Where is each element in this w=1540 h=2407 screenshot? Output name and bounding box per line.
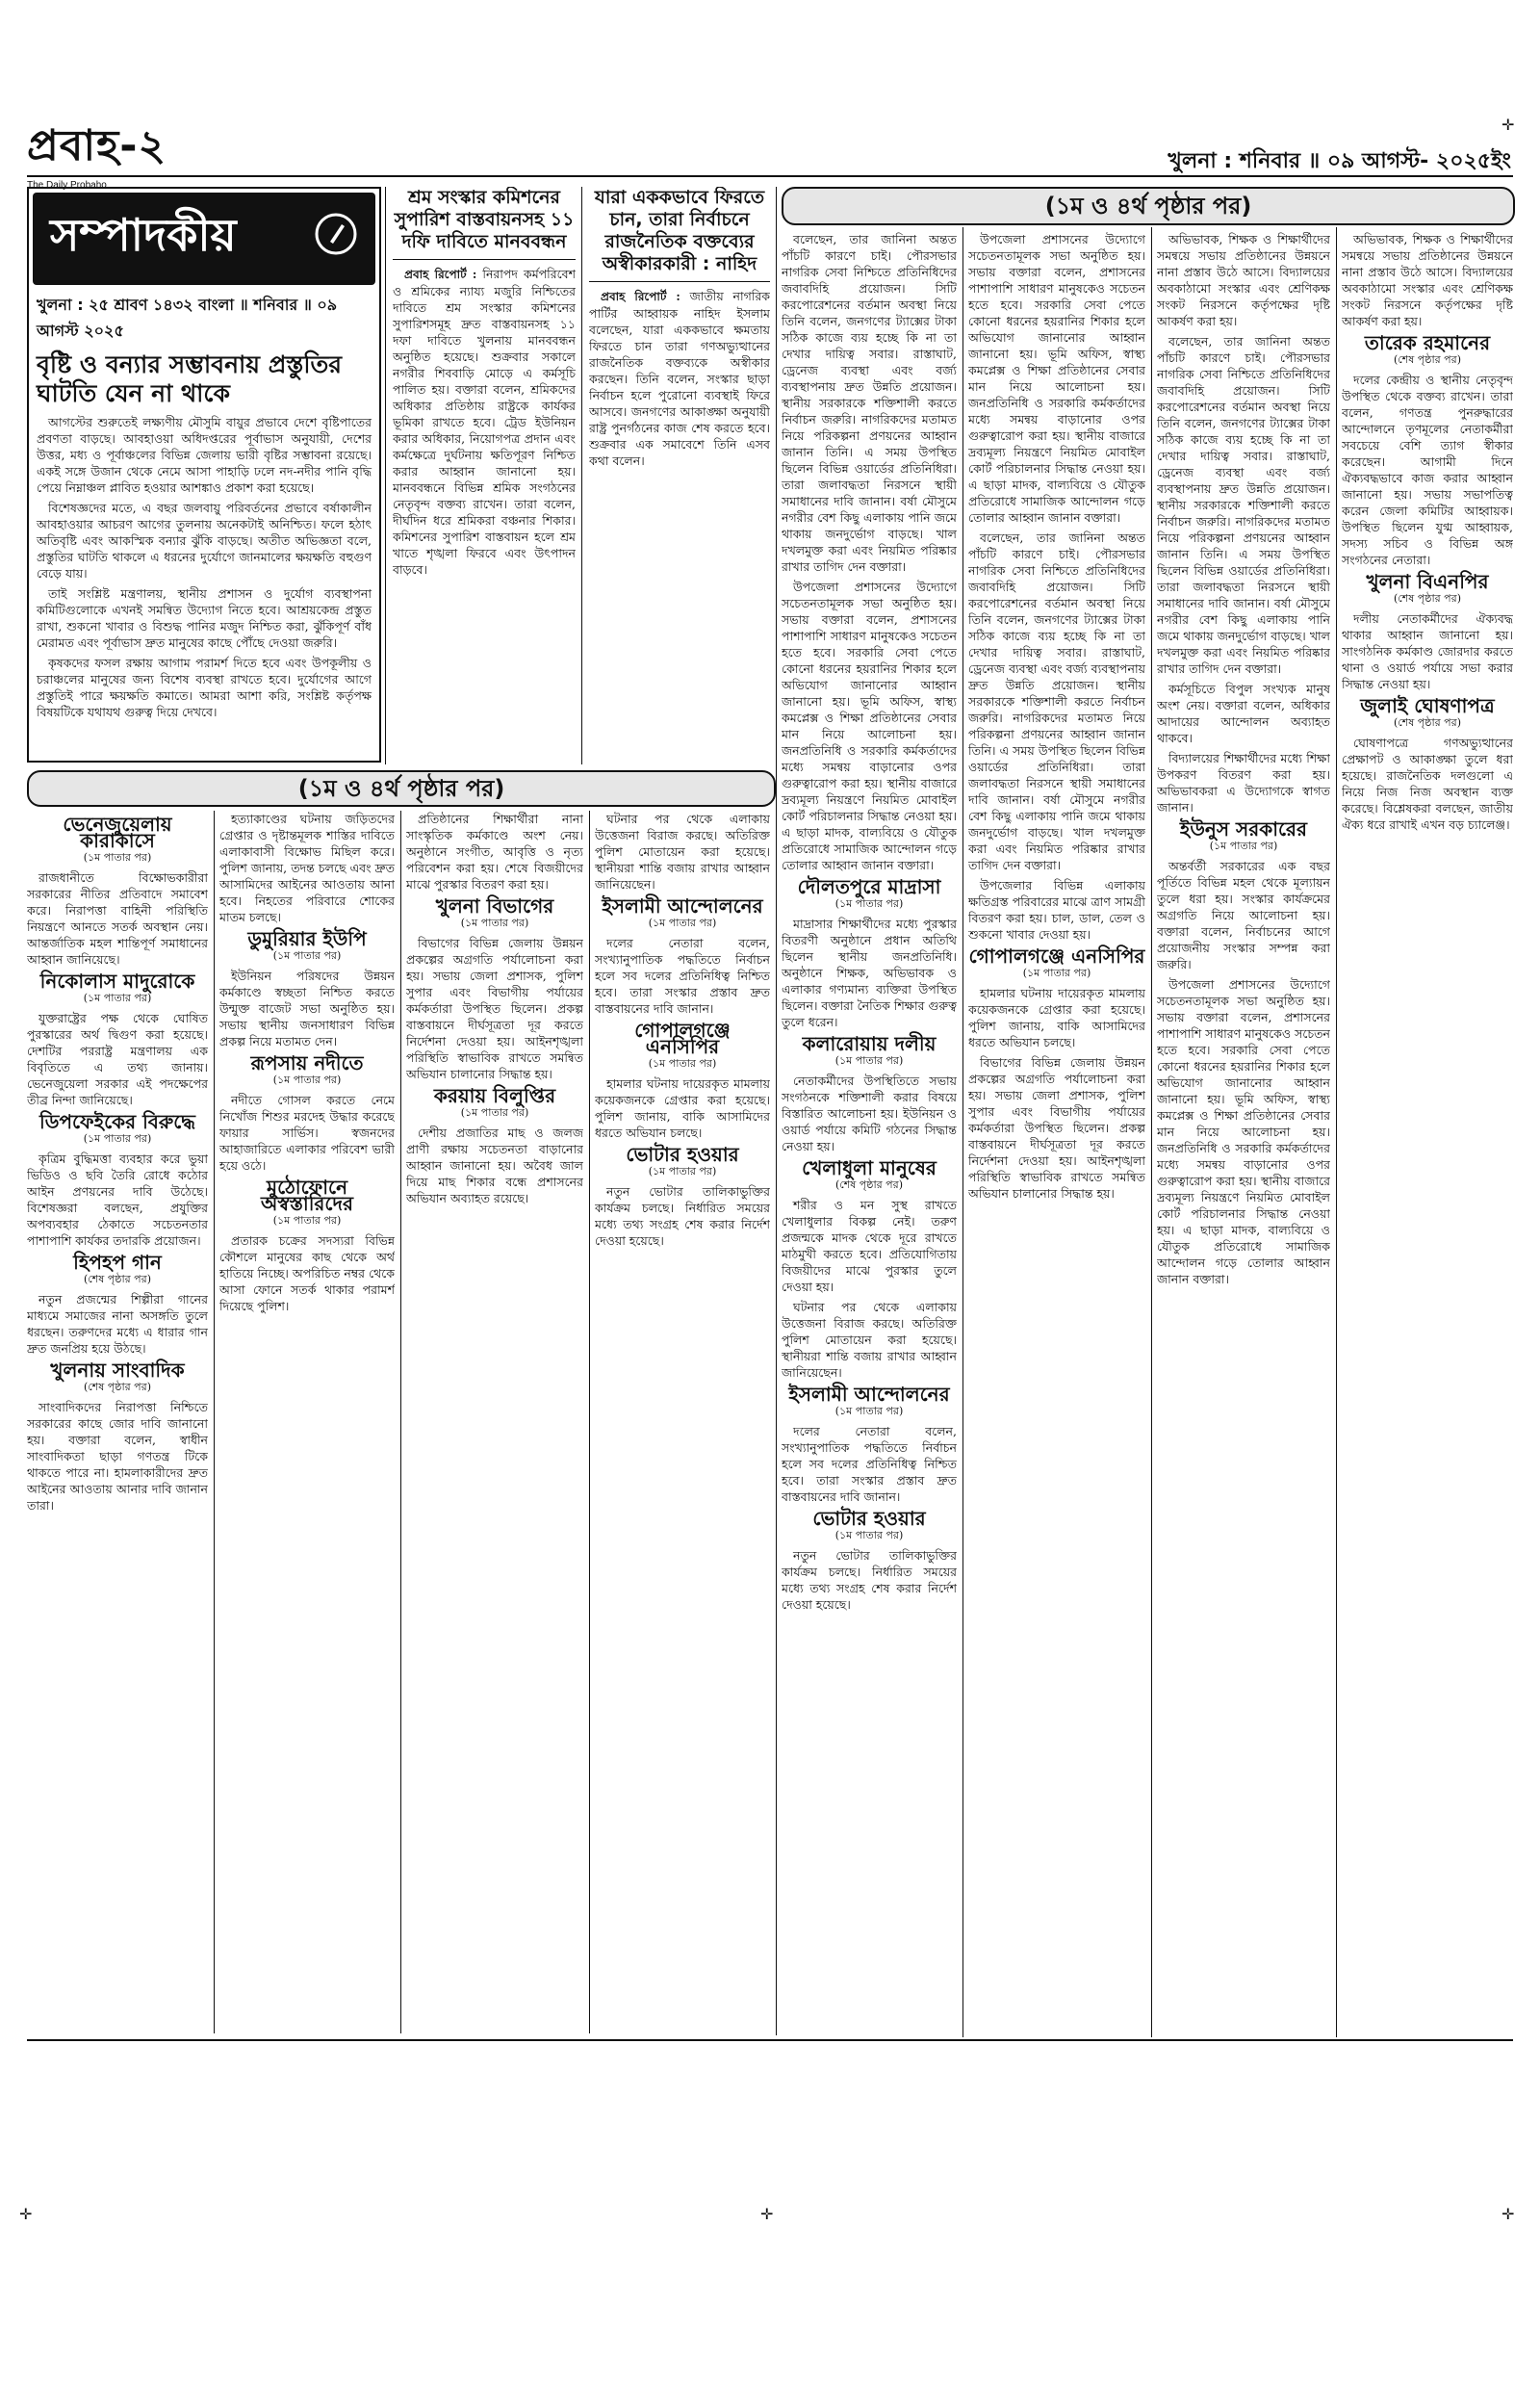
story-body: নিরাপদ কর্মপরিবেশ ও শ্রমিকের ন্যায্য মজুরি নিশ্চিতের দাবিতে শ্রম সংস্কার কমিশনের সুপারিশসমূহ দ্রুত বাস্তবায়নসহ ১১ দফা দাবিতে খুলনায় মানববন্ধন অনুষ্ঠিত হয়েছে। শুক্রবার সকালে নগরীর শিববাড়ি মোড়ে এ কর্মসূচি পালিত হয়। বক্তারা বলেন, শ্রমিকদের অধিকার প্রতিষ্ঠায় রাষ্ট্রকে কার্যকর ভূমিকা রাখতে হবে। ট্রেড ইউনিয়ন করার অধিকার, নিয়োগপত্র প্রদান এবং কর্মক্ষেত্রে দুর্ঘটনায় ক্ষতিপূরণ নিশ্চিত করার আহ্বান জানানো হয়। মানববন্ধনে বিভিন্ন শ্রমিক সংগঠনের নেতৃবৃন্দ বক্তব্য রাখেন। তারা বলেন, দীর্ঘদিন ধরে শ্রমিকরা বঞ্চনার শিকার। কমিশনের সুপারিশ বাস্তবায়ন হলে শ্রম খাতে শৃঙ্খলা ফিরবে এবং উৎপাদন বাড়বে। <box>393 267 576 577</box>
story-headline: খেলাধুলা মানুষের <box>802 1156 937 1179</box>
continued-col-4 <box>782 231 957 2032</box>
continued-col-2 <box>219 811 395 2033</box>
logo-tagline: The Daily Probaho <box>27 180 107 191</box>
column-divider <box>1151 227 1152 2037</box>
story-headline: খুলনায় সাংবাদিক <box>50 1359 185 1382</box>
story-body: উপজেলা প্রশাসনের উদ্যোগে সচেতনতামূলক সভা অনুষ্ঠিত হয়। সভায় বক্তারা বলেন, প্রশাসনের পাশাপাশি সাধারণ মানুষকেও সচেতন হতে হবে। সরকারি সেবা পেতে কোনো ধরনের হয়রানির শিকার হলে অভিযোগ জানানোর আহ্বান জানানো হয়। ভূমি অফিস, স্বাস্থ্য কমপ্লেক্স ও শিক্ষা প্রতিষ্ঠানের সেবার মান নিয়ে আলোচনা হয়। জনপ্রতিনিধি ও সরকারি কর্মকর্তাদের মধ্যে সমন্বয় বাড়ানোর ওপর গুরুত্বারোপ করা হয়। স্থানীয় বাজারে দ্রব্যমূল্য নিয়ন্ত্রণে নিয়মিত মোবাইল কোর্ট পরিচালনার সিদ্ধান্ত নেওয়া হয়। এ ছাড়া মাদক, বাল্যবিয়ে ও যৌতুক প্রতিরোধে সামাজিক আন্দোলন গড়ে তোলার আহ্বান জানান বক্তারা। <box>782 580 957 872</box>
continued-note: (১ম পাতার পর) <box>1022 967 1091 979</box>
story-body: অভিভাবক, শিক্ষক ও শিক্ষার্থীদের সমন্বয়ে সভায় প্রতিষ্ঠানের উন্নয়নে নানা প্রস্তাব উঠে আসে। বিদ্যালয়ের অবকাঠামো সংস্কার এবং শ্রেণিকক্ষ সংকট নিরসনে কর্তৃপক্ষের দৃষ্টি আকর্ষণ করা হয়। <box>1342 232 1513 328</box>
story-body: নতুন ভোটার তালিকাভুক্তির কার্যক্রম চলছে। নির্ধারিত সময়ের মধ্যে তথ্য সংগ্রহ শেষ করার নির্দেশ দেওয়া হয়েছে। <box>595 1184 770 1248</box>
continued-note: (১ম পাতার পর) <box>272 1074 342 1086</box>
continued-note: (১ম পাতার পর) <box>460 917 529 929</box>
continued-note: (শেষ পৃষ্ঠার পর) <box>1393 592 1461 605</box>
story-body: কর্মসূচিতে বিপুল সংখ্যক মানুষ অংশ নেয়। বক্তারা বলেন, অধিকার আদায়ের আন্দোলন অব্যাহত থাকবে। <box>1157 682 1330 745</box>
story-headline: ইসলামী আন্দোলনের <box>788 1383 950 1406</box>
editorial-paragraph: তাই সংশ্লিষ্ট মন্ত্রণালয়, স্থানীয় প্রশাসন ও দুর্যোগ ব্যবস্থাপনা কমিটিগুলোকে এখনই সমন্বিত উদ্যোগ নিতে হবে। আশ্রয়কেন্দ্র প্রস্তুত রাখা, শুকনো খাবার ও বিশুদ্ধ পানির মজুদ নিশ্চিত করা, ঝুঁকিপূর্ণ বাঁধ মেরামত এবং পূর্বাভাস দ্রুত মানুষের কাছে পৌঁছে দেওয়া জরুরি। <box>37 586 372 650</box>
story-body: প্রতারক চক্রের সদস্যরা বিভিন্ন কৌশলে মানুষের কাছ থেকে অর্থ হাতিয়ে নিচ্ছে। অপরিচিত নম্বর থেকে আসা ফোনে সতর্ক থাকার পরামর্শ দিয়েছে পুলিশ। <box>219 1233 395 1313</box>
logo: প্রবাহ-২ <box>27 121 167 170</box>
story-body: বলেছেন, তার জানিনা অন্তত পাঁচটি কারণে চাই। পৌরসভার নাগরিক সেবা নিশ্চিতে প্রতিনিধিদের জবাবদিহি প্রয়োজন। সিটি করপোরেশনের বর্তমান অবস্থা নিয়ে তিনি বলেন, জনগণের ট্যাক্সের টাকা সঠিক কাজে ব্যয় হচ্ছে কি না তা দেখার দায়িত্ব সবার। রাস্তাঘাট, ড্রেনেজ ব্যবস্থা এবং বর্জ্য ব্যবস্থাপনায় দ্রুত উন্নতি প্রয়োজন। স্থানীয় সরকারকে শক্তিশালী করতে নির্বাচন জরুরি। নাগরিকদের মতামত নিয়ে পরিকল্পনা প্রণয়নের আহ্বান জানান তিনি। এ সময় উপস্থিত ছিলেন বিভিন্ন ওয়ার্ডের প্রতিনিধিরা। তারা জলাবদ্ধতা নিরসনে স্থায়ী সমাধানের দাবি জানান। বর্ষা মৌসুমে নগরীর বেশ কিছু এলাকায় পানি জমে থাকায় জনদুর্ভোগ বাড়ছে। খাল দখলমুক্ত করা এবং নিয়মিত পরিষ্কার রাখার তাগিদ দেন বক্তারা। <box>782 232 957 574</box>
story-body: উপজেলার বিভিন্ন এলাকায় ক্ষতিগ্রস্ত পরিবারের মাঝে ত্রাণ সামগ্রী বিতরণ করা হয়। চাল, ডাল, তেল ও শুকনো খাবার দেওয়া হয়। <box>968 878 1145 942</box>
continued-note: (শেষ পৃষ্ঠার পর) <box>83 1381 151 1393</box>
editorial-heading-bar <box>33 193 375 285</box>
crop-mark-icon: ✛ <box>19 2205 33 2223</box>
editorial-title: বৃষ্টি ও বন্যার সম্ভাবনায় প্রস্তুতির ঘাটতি যেন না থাকে <box>37 350 342 407</box>
story-byline: প্রবাহ রিপোর্ট : <box>404 268 477 281</box>
continued-note: (শেষ পৃষ্ঠার পর) <box>834 1178 903 1191</box>
story-body: অন্তর্বর্তী সরকারের এক বছর পূর্তিতে বিভিন্ন মহল থেকে মূল্যায়ন তুলে ধরা হয়। সংস্কার কার্যক্রমের অগ্রগতি নিয়ে আলোচনা হয়। বক্তারা বলেন, নির্বাচনের আগে প্রয়োজনীয় সংস্কার সম্পন্ন করা জরুরি। <box>1157 859 1330 971</box>
story-body: উপজেলা প্রশাসনের উদ্যোগে সচেতনতামূলক সভা অনুষ্ঠিত হয়। সভায় বক্তারা বলেন, প্রশাসনের পাশাপাশি সাধারণ মানুষকেও সচেতন হতে হবে। সরকারি সেবা পেতে কোনো ধরনের হয়রানির শিকার হলে অভিযোগ জানানোর আহ্বান জানানো হয়। ভূমি অফিস, স্বাস্থ্য কমপ্লেক্স ও শিক্ষা প্রতিষ্ঠানের সেবার মান নিয়ে আলোচনা হয়। জনপ্রতিনিধি ও সরকারি কর্মকর্তাদের মধ্যে সমন্বয় বাড়ানোর ওপর গুরুত্বারোপ করা হয়। স্থানীয় বাজারে দ্রব্যমূল্য নিয়ন্ত্রণে নিয়মিত মোবাইল কোর্ট পরিচালনার সিদ্ধান্ত নেওয়া হয়। এ ছাড়া মাদক, বাল্যবিয়ে ও যৌতুক প্রতিরোধে সামাজিক আন্দোলন গড়ে তোলার আহ্বান জানান বক্তারা। <box>968 232 1145 525</box>
column-divider <box>385 187 386 764</box>
story-body: বিভাগের বিভিন্ন জেলায় উন্নয়ন প্রকল্পের অগ্রগতি পর্যালোচনা করা হয়। সভায় জেলা প্রশাসক, পুলিশ সুপার এবং বিভাগীয় পর্যায়ের কর্মকর্তারা উপস্থিত ছিলেন। প্রকল্প বাস্তবায়নে দীর্ঘসূত্রতা দূর করতে নির্দেশনা দেওয়া হয়। আইনশৃঙ্খলা পরিস্থিতি স্বাভাবিক রাখতে সমন্বিত অভিযান চালানোর সিদ্ধান্ত হয়। <box>406 936 583 1081</box>
story-body: ঘোষণাপত্রে গণঅভ্যুত্থানের প্রেক্ষাপট ও আকাঙ্ক্ষা তুলে ধরা হয়েছে। রাজনৈতিক দলগুলো এ নিয়ে নিজ নিজ অবস্থান ব্যক্ত করেছে। বিশ্লেষকরা বলছেন, জাতীয় ঐক্য ধরে রাখাই এখন বড় চ্যালেঞ্জ। <box>1342 736 1513 832</box>
column-divider <box>214 811 215 2033</box>
column-divider <box>400 811 401 2033</box>
story-headline: ইসলামী আন্দোলনের <box>602 894 763 918</box>
story-headline: করয়ায় বিলুপ্তির <box>433 1084 556 1107</box>
story-body: ইউনিয়ন পরিষদের উন্নয়ন কর্মকাণ্ডে স্বচ্ছতা নিশ্চিত করতে উন্মুক্ত বাজেট সভা অনুষ্ঠিত হয়। সভায় স্থানীয় জনসাধারণ বিভিন্ন প্রকল্প নিয়ে মতামত দেন। <box>219 969 395 1048</box>
story-headline: ডিপফেইকের বিরুদ্ধে <box>39 1110 195 1133</box>
continued-col-7 <box>1342 231 1513 2032</box>
editorial-heading: সম্পাদকীয় <box>50 209 237 261</box>
continued-note: (১ম পাতার পর) <box>460 1106 529 1119</box>
story-body: ঘটনার পর থেকে এলাকায় উত্তেজনা বিরাজ করছে। অতিরিক্ত পুলিশ মোতায়েন করা হয়েছে। স্থানীয়রা শান্তি বজায় রাখার আহ্বান জানিয়েছেন। <box>595 812 770 892</box>
story-body: যুক্তরাষ্ট্রের পক্ষ থেকে ঘোষিত পুরস্কারের অর্থ দ্বিগুণ করা হয়েছে। দেশটির পররাষ্ট্র মন্ত্রণালয় এক বিবৃতিতে এ তথ্য জানায়। ভেনেজুয়েলা সরকার এই পদক্ষেপের তীব্র নিন্দা জানিয়েছে। <box>27 1011 208 1107</box>
continued-note: (১ম পাতার পর) <box>83 851 152 864</box>
column-divider <box>589 811 590 2033</box>
continued-note: (১ম পাতার পর) <box>834 897 904 910</box>
crop-mark-icon: ✛ <box>760 2205 774 2223</box>
story-headline: যারা এককভাবে ফিরতে চান, তারা নির্বাচনে রাজনৈতিক বক্তব্যের অস্বীকারকারী : নাহিদ <box>594 187 765 274</box>
story-byline: প্রবাহ রিপোর্ট : <box>601 290 680 303</box>
story-headline: তারেক রহমানের <box>1364 331 1491 354</box>
continued-note: (১ম পাতার পর) <box>648 1165 717 1178</box>
story-body: হামলার ঘটনায় দায়েরকৃত মামলায় কয়েকজনকে গ্রেপ্তার করা হয়েছে। পুলিশ জানায়, বাকি আসামিদের ধরতে অভিযান চলছে। <box>968 986 1145 1049</box>
masthead-rule <box>27 175 1513 177</box>
story-headline: জুলাই ঘোষণাপত্র <box>1360 694 1495 717</box>
continued-note: (১ম পাতার পর) <box>834 1529 904 1541</box>
story-headline: ভোটার হওয়ার <box>812 1507 926 1530</box>
story-body: বিদ্যালয়ের শিক্ষার্থীদের মধ্যে শিক্ষা উপকরণ বিতরণ করা হয়। অভিভাবকরা এ উদ্যোগকে স্বাগত জানান। <box>1157 751 1330 815</box>
story-headline: কলারোয়ায় দলীয় <box>802 1032 937 1055</box>
story-body: নেতাকর্মীদের উপস্থিতিতে সভায় সংগঠনকে শক্তিশালী করার বিষয়ে বিস্তারিত আলোচনা হয়। ইউনিয়ন ও ওয়ার্ড পর্যায়ে কমিটি গঠনের সিদ্ধান্ত নেওয়া হয়। <box>782 1074 957 1153</box>
continued-col-1 <box>27 811 208 2033</box>
continued-col-6 <box>1157 231 1330 2032</box>
story-body: দলের কেন্দ্রীয় ও স্থানীয় নেতৃবৃন্দ উপস্থিত থেকে বক্তব্য রাখেন। তারা বলেন, গণতন্ত্র পুনরুদ্ধারের আন্দোলনে তৃণমূলের নেতাকর্মীরা সবচেয়ে বেশি ত্যাগ স্বীকার করেছেন। আগামী দিনে ঐক্যবদ্ধভাবে কাজ করার আহ্বান জানানো হয়। সভায় সভাপতিত্ব করেন জেলা কমিটির আহ্বায়ক। উপস্থিত ছিলেন যুগ্ম আহ্বায়ক, সদস্য সচিব ও বিভিন্ন অঙ্গ সংগঠনের নেতারা। <box>1342 373 1513 567</box>
continued-note: (১ম পাতার পর) <box>272 1214 342 1227</box>
story-body: বলেছেন, তার জানিনা অন্তত পাঁচটি কারণে চাই। পৌরসভার নাগরিক সেবা নিশ্চিতে প্রতিনিধিদের জবাবদিহি প্রয়োজন। সিটি করপোরেশনের বর্তমান অবস্থা নিয়ে তিনি বলেন, জনগণের ট্যাক্সের টাকা সঠিক কাজে ব্যয় হচ্ছে কি না তা দেখার দায়িত্ব সবার। রাস্তাঘাট, ড্রেনেজ ব্যবস্থা এবং বর্জ্য ব্যবস্থাপনায় দ্রুত উন্নতি প্রয়োজন। স্থানীয় সরকারকে শক্তিশালী করতে নির্বাচন জরুরি। নাগরিকদের মতামত নিয়ে পরিকল্পনা প্রণয়নের আহ্বান জানান তিনি। এ সময় উপস্থিত ছিলেন বিভিন্ন ওয়ার্ডের প্রতিনিধিরা। তারা জলাবদ্ধতা নিরসনে স্থায়ী সমাধানের দাবি জানান। বর্ষা মৌসুমে নগরীর বেশ কিছু এলাকায় পানি জমে থাকায় জনদুর্ভোগ বাড়ছে। খাল দখলমুক্ত করা এবং নিয়মিত পরিষ্কার রাখার তাগিদ দেন বক্তারা। <box>1157 334 1330 676</box>
story-body: বিভাগের বিভিন্ন জেলায় উন্নয়ন প্রকল্পের অগ্রগতি পর্যালোচনা করা হয়। সভায় জেলা প্রশাসক, পুলিশ সুপার এবং বিভাগীয় পর্যায়ের কর্মকর্তারা উপস্থিত ছিলেন। প্রকল্প বাস্তবায়নে দীর্ঘসূত্রতা দূর করতে নির্দেশনা দেওয়া হয়। আইনশৃঙ্খলা পরিস্থিতি স্বাভাবিক রাখতে সমন্বিত অভিযান চালানোর সিদ্ধান্ত হয়। <box>968 1055 1145 1201</box>
continued-col-5 <box>968 231 1145 2032</box>
crop-mark-icon: ✛ <box>1502 2205 1515 2223</box>
story-body: ঘটনার পর থেকে এলাকায় উত্তেজনা বিরাজ করছে। অতিরিক্ত পুলিশ মোতায়েন করা হয়েছে। স্থানীয়রা শান্তি বজায় রাখার আহ্বান জানিয়েছেন। <box>782 1300 957 1380</box>
story-headline: ডুমুরিয়ার ইউপি <box>247 927 367 950</box>
continued-col-4b <box>595 811 770 2033</box>
continued-note: (শেষ পৃষ্ঠার পর) <box>1393 353 1461 366</box>
editorial-paragraph: আগস্টের শুরুতেই লক্ষ্যণীয় মৌসুমি বায়ুর প্রভাবে দেশে বৃষ্টিপাতের প্রবণতা বাড়ছে। আবহাওয়া অধিদপ্তরের পূর্বাভাস অনুযায়ী, দেশের উত্তর, মধ্য ও পূর্বাঞ্চলের বিভিন্ন জেলায় ভারী বৃষ্টির সম্ভাবনা রয়েছে। একই সঙ্গে উজান থেকে নেমে আসা পাহাড়ি ঢলে নদ-নদীর পানি বৃদ্ধি পেয়ে নিম্নাঞ্চল প্লাবিত হওয়ার আশঙ্কাও প্রকাশ করা হয়েছে। <box>37 415 372 495</box>
story-headline: মুঠোফোনে অস্বস্তারিদের <box>261 1176 353 1215</box>
story-body: সাংবাদিকদের নিরাপত্তা নিশ্চিতে সরকারের কাছে জোর দাবি জানানো হয়। বক্তারা বলেন, স্বাধীন সাংবাদিকতা ছাড়া গণতন্ত্র টিকে থাকতে পারে না। হামলাকারীদের দ্রুত আইনের আওতায় আনার দাবি জানান তারা। <box>27 1400 208 1513</box>
continued-banner-mid: (১ম ও ৪র্থ পৃষ্ঠার পর) <box>27 770 776 807</box>
story-body: বলেছেন, তার জানিনা অন্তত পাঁচটি কারণে চাই। পৌরসভার নাগরিক সেবা নিশ্চিতে প্রতিনিধিদের জবাবদিহি প্রয়োজন। সিটি করপোরেশনের বর্তমান অবস্থা নিয়ে তিনি বলেন, জনগণের ট্যাক্সের টাকা সঠিক কাজে ব্যয় হচ্ছে কি না তা দেখার দায়িত্ব সবার। রাস্তাঘাট, ড্রেনেজ ব্যবস্থা এবং বর্জ্য ব্যবস্থাপনায় দ্রুত উন্নতি প্রয়োজন। স্থানীয় সরকারকে শক্তিশালী করতে নির্বাচন জরুরি। নাগরিকদের মতামত নিয়ে পরিকল্পনা প্রণয়নের আহ্বান জানান তিনি। এ সময় উপস্থিত ছিলেন বিভিন্ন ওয়ার্ডের প্রতিনিধিরা। তারা জলাবদ্ধতা নিরসনে স্থায়ী সমাধানের দাবি জানান। বর্ষা মৌসুমে নগরীর বেশ কিছু এলাকায় পানি জমে থাকায় জনদুর্ভোগ বাড়ছে। খাল দখলমুক্ত করা এবং নিয়মিত পরিষ্কার রাখার তাগিদ দেন বক্তারা। <box>968 531 1145 872</box>
editorial-paragraph: বিশেষজ্ঞদের মতে, এ বছর জলবায়ু পরিবর্তনের প্রভাবে বর্ষাকালীন আবহাওয়ার আচরণ আগের তুলনায় অনেকটাই অনিশ্চিত। ফলে হঠাৎ অতিবৃষ্টি এবং আকস্মিক বন্যার ঝুঁকি বাড়ছে। অতীত অভিজ্ঞতা বলে, প্রস্তুতির ঘাটতি থাকলে এ ধরনের দুর্যোগে জানমালের ক্ষয়ক্ষতি বহুগুণ বেড়ে যায়। <box>37 501 372 581</box>
editorial-date: খুলনা : ২৫ শ্রাবণ ১৪৩২ বাংলা ॥ শনিবার ॥ ০৯ আগস্ট ২০২৫ <box>37 296 338 340</box>
story-body: জাতীয় নাগরিক পার্টির আহ্বায়ক নাহিদ ইসলাম বলেছেন, যারা এককভাবে ক্ষমতায় ফিরতে চান তারা গণঅভ্যুত্থানের রাজনৈতিক বক্তব্যকে অস্বীকার করছেন। তিনি বলেন, সংস্কার ছাড়া নির্বাচন হলে পুরোনো ব্যবস্থাই ফিরে আসবে। জনগণের আকাঙ্ক্ষা অনুযায়ী রাষ্ট্র পুনর্গঠনের কাজ শেষ করতে হবে। শুক্রবার এক সমাবেশে তিনি এসব কথা বলেন। <box>589 289 770 468</box>
story-body: দেশীয় প্রজাতির মাছ ও জলজ প্রাণী রক্ষায় সচেতনতা বাড়ানোর আহ্বান জানানো হয়। অবৈধ জাল দিয়ে মাছ শিকার বন্ধে প্রশাসনের অভিযান অব্যাহত রয়েছে। <box>406 1126 583 1205</box>
top-story-labour <box>393 187 576 764</box>
story-headline: খুলনা বিএনপির <box>1366 570 1489 593</box>
story-body: নতুন প্রজন্মের শিল্পীরা গানের মাধ্যমে সমাজের নানা অসঙ্গতি তুলে ধরছেন। তরুণদের মধ্যে এ ধারার গান দ্রুত জনপ্রিয় হয়ে উঠছে। <box>27 1292 208 1356</box>
pen-icon <box>314 212 358 267</box>
continued-note: (১ম পাতার পর) <box>834 1054 904 1067</box>
divider <box>393 259 576 260</box>
story-body: প্রতিষ্ঠানের শিক্ষার্থীরা নানা সাংস্কৃতিক কর্মকাণ্ডে অংশ নেয়। অনুষ্ঠানে সংগীত, আবৃত্তি ও নৃত্য পরিবেশন করা হয়। শেষে বিজয়ীদের মাঝে পুরস্কার বিতরণ করা হয়। <box>406 812 583 892</box>
story-body: দলের নেতারা বলেন, সংখ্যানুপাতিক পদ্ধতিতে নির্বাচন হলে সব দলের প্রতিনিধিত্ব নিশ্চিত হবে। তারা সংস্কার প্রস্তাব দ্রুত বাস্তবায়নের দাবি জানান। <box>782 1424 957 1504</box>
story-headline: গোপালগঞ্জে এনসিপির <box>968 945 1145 968</box>
story-body: নতুন ভোটার তালিকাভুক্তির কার্যক্রম চলছে। নির্ধারিত সময়ের মধ্যে তথ্য সংগ্রহ শেষ করার নির্দেশ দেওয়া হয়েছে। <box>782 1548 957 1612</box>
story-headline: রূপসায় নদীতে <box>250 1051 364 1074</box>
story-body: উপজেলা প্রশাসনের উদ্যোগে সচেতনতামূলক সভা অনুষ্ঠিত হয়। সভায় বক্তারা বলেন, প্রশাসনের পাশাপাশি সাধারণ মানুষকেও সচেতন হতে হবে। সরকারি সেবা পেতে কোনো ধরনের হয়রানির শিকার হলে অভিযোগ জানানোর আহ্বান জানানো হয়। ভূমি অফিস, স্বাস্থ্য কমপ্লেক্স ও শিক্ষা প্রতিষ্ঠানের সেবার মান নিয়ে আলোচনা হয়। জনপ্রতিনিধি ও সরকারি কর্মকর্তাদের মধ্যে সমন্বয় বাড়ানোর ওপর গুরুত্বারোপ করা হয়। স্থানীয় বাজারে দ্রব্যমূল্য নিয়ন্ত্রণে নিয়মিত মোবাইল কোর্ট পরিচালনার সিদ্ধান্ত নেওয়া হয়। এ ছাড়া মাদক, বাল্যবিয়ে ও যৌতুক প্রতিরোধে সামাজিক আন্দোলন গড়ে তোলার আহ্বান জানান বক্তারা। <box>1157 977 1330 1286</box>
editorial-box <box>27 187 381 763</box>
story-headline: ভোটার হওয়ার <box>626 1143 739 1166</box>
continued-note: (শেষ পৃষ্ঠার পর) <box>1393 716 1461 729</box>
column-divider <box>962 227 963 2037</box>
story-body: নদীতে গোসল করতে নেমে নিখোঁজ শিশুর মরদেহ উদ্ধার করেছে ফায়ার সার্ভিস। স্বজনদের আহাজারিতে এলাকার পরিবেশ ভারী হয়ে ওঠে। <box>219 1093 395 1173</box>
story-headline: দৌলতপুরে মাদ্রাসা <box>797 875 941 898</box>
story-headline: ভেনেজুয়েলায় কারাকাসে <box>63 813 172 852</box>
editorial-paragraph: কৃষকদের ফসল রক্ষায় আগাম পরামর্শ দিতে হবে এবং উপকূলীয় ও চরাঞ্চলের মানুষের জন্য বিশেষ ব্যবস্থা রাখতে হবে। দুর্যোগের আগে প্রস্তুতিই পারে ক্ষয়ক্ষতি কমাতে। আমরা আশা করি, সংশ্লিষ্ট কর্তৃপক্ষ বিষয়টিকে যথাযথ গুরুত্ব দিয়ে দেখবে। <box>37 656 372 719</box>
story-body: দলের নেতারা বলেন, সংখ্যানুপাতিক পদ্ধতিতে নির্বাচন হলে সব দলের প্রতিনিধিত্ব নিশ্চিত হবে। তারা সংস্কার প্রস্তাব দ্রুত বাস্তবায়নের দাবি জানান। <box>595 936 770 1016</box>
continued-banner-top: (১ম ও ৪র্থ পৃষ্ঠার পর) <box>782 187 1515 225</box>
continued-note: (১ম পাতার পর) <box>83 1132 152 1145</box>
story-headline: নিকোলাস মাদুরোকে <box>39 970 195 993</box>
story-body: কৃত্রিম বুদ্ধিমত্তা ব্যবহার করে ভুয়া ভিডিও ও ছবি তৈরি রোধে কঠোর আইন প্রণয়নের দাবি উঠেছে। বিশেষজ্ঞরা বলছেন, প্রযুক্তির অপব্যবহার ঠেকাতে সচেতনতার পাশাপাশি কার্যকর তদারকি প্রয়োজন। <box>27 1152 208 1248</box>
story-body: শরীর ও মন সুস্থ রাখতে খেলাধুলার বিকল্প নেই। তরুণ প্রজন্মকে মাদক থেকে দূরে রাখতে মাঠমুখী করতে হবে। প্রতিযোগিতায় বিজয়ীদের মাঝে পুরস্কার তুলে দেওয়া হয়। <box>782 1198 957 1294</box>
continued-note: (১ম পাতার পর) <box>272 949 342 962</box>
crop-mark-icon: ✛ <box>1502 116 1515 134</box>
dateline: খুলনা : শনিবার ॥ ০৯ আগস্ট- ২০২৫ইং <box>1168 149 1511 173</box>
column-divider <box>776 187 777 2035</box>
story-headline: গোপালগঞ্জে এনসিপির <box>634 1019 731 1058</box>
masthead <box>27 114 167 191</box>
divider <box>589 281 770 282</box>
top-story-nahid <box>589 187 770 764</box>
story-headline: শ্রম সংস্কার কমিশনের সুপারিশ বাস্তবায়নসহ ১১ দফি দাবিতে মানববন্ধন <box>394 187 575 252</box>
column-divider <box>1336 227 1337 2037</box>
story-body: মাদ্রাসার শিক্ষার্থীদের মধ্যে পুরস্কার বিতরণী অনুষ্ঠানে প্রধান অতিথি ছিলেন স্থানীয় জনপ্রতিনিধি। অনুষ্ঠানে শিক্ষক, অভিভাবক ও এলাকার গণ্যমান্য ব্যক্তিরা উপস্থিত ছিলেন। বক্তারা নৈতিক শিক্ষার গুরুত্ব তুলে ধরেন। <box>782 917 957 1029</box>
story-body: দলীয় নেতাকর্মীদের ঐক্যবদ্ধ থাকার আহ্বান জানানো হয়। সাংগঠনিক কর্মকাণ্ড জোরদার করতে থানা ও ওয়ার্ড পর্যায়ে সভা করার সিদ্ধান্ত নেওয়া হয়। <box>1342 611 1513 691</box>
story-body: হত্যাকাণ্ডের ঘটনায় জড়িতদের গ্রেপ্তার ও দৃষ্টান্তমূলক শাস্তির দাবিতে এলাকাবাসী বিক্ষোভ মিছিল করে। পুলিশ জানায়, তদন্ত চলছে এবং দ্রুত আসামিদের আইনের আওতায় আনা হবে। নিহতের পরিবারে শোকের মাতম চলছে। <box>219 812 395 924</box>
continued-note: (১ম পাতার পর) <box>834 1405 904 1417</box>
story-headline: খুলনা বিভাগের <box>435 894 554 918</box>
story-body: হামলার ঘটনায় দায়েরকৃত মামলায় কয়েকজনকে গ্রেপ্তার করা হয়েছে। পুলিশ জানায়, বাকি আসামিদের ধরতে অভিযান চলছে। <box>595 1076 770 1140</box>
continued-note: (১ম পাতার পর) <box>648 1057 717 1070</box>
story-body: অভিভাবক, শিক্ষক ও শিক্ষার্থীদের সমন্বয়ে সভায় প্রতিষ্ঠানের উন্নয়নে নানা প্রস্তাব উঠে আসে। বিদ্যালয়ের অবকাঠামো সংস্কার এবং শ্রেণিকক্ষ সংকট নিরসনে কর্তৃপক্ষের দৃষ্টি আকর্ষণ করা হয়। <box>1157 232 1330 328</box>
continued-note: (শেষ পৃষ্ঠার পর) <box>83 1273 151 1285</box>
story-headline: ইউনুস সরকারের <box>1179 817 1308 841</box>
continued-note: (১ম পাতার পর) <box>1209 840 1278 852</box>
footer-rule <box>27 2039 1513 2041</box>
continued-note: (১ম পাতার পর) <box>83 992 152 1004</box>
story-headline: হিপহপ গান <box>73 1251 162 1274</box>
continued-col-3 <box>406 811 583 2033</box>
column-divider <box>581 187 582 764</box>
story-body: রাজধানীতে বিক্ষোভকারীরা সরকারের নীতির প্রতিবাদে সমাবেশ করে। নিরাপত্তা বাহিনী পরিস্থিতি নিয়ন্ত্রণে আনতে সতর্ক অবস্থান নেয়। আন্তর্জাতিক মহল শান্তিপূর্ণ সমাধানের আহ্বান জানিয়েছে। <box>27 870 208 967</box>
continued-note: (১ম পাতার পর) <box>648 917 717 929</box>
